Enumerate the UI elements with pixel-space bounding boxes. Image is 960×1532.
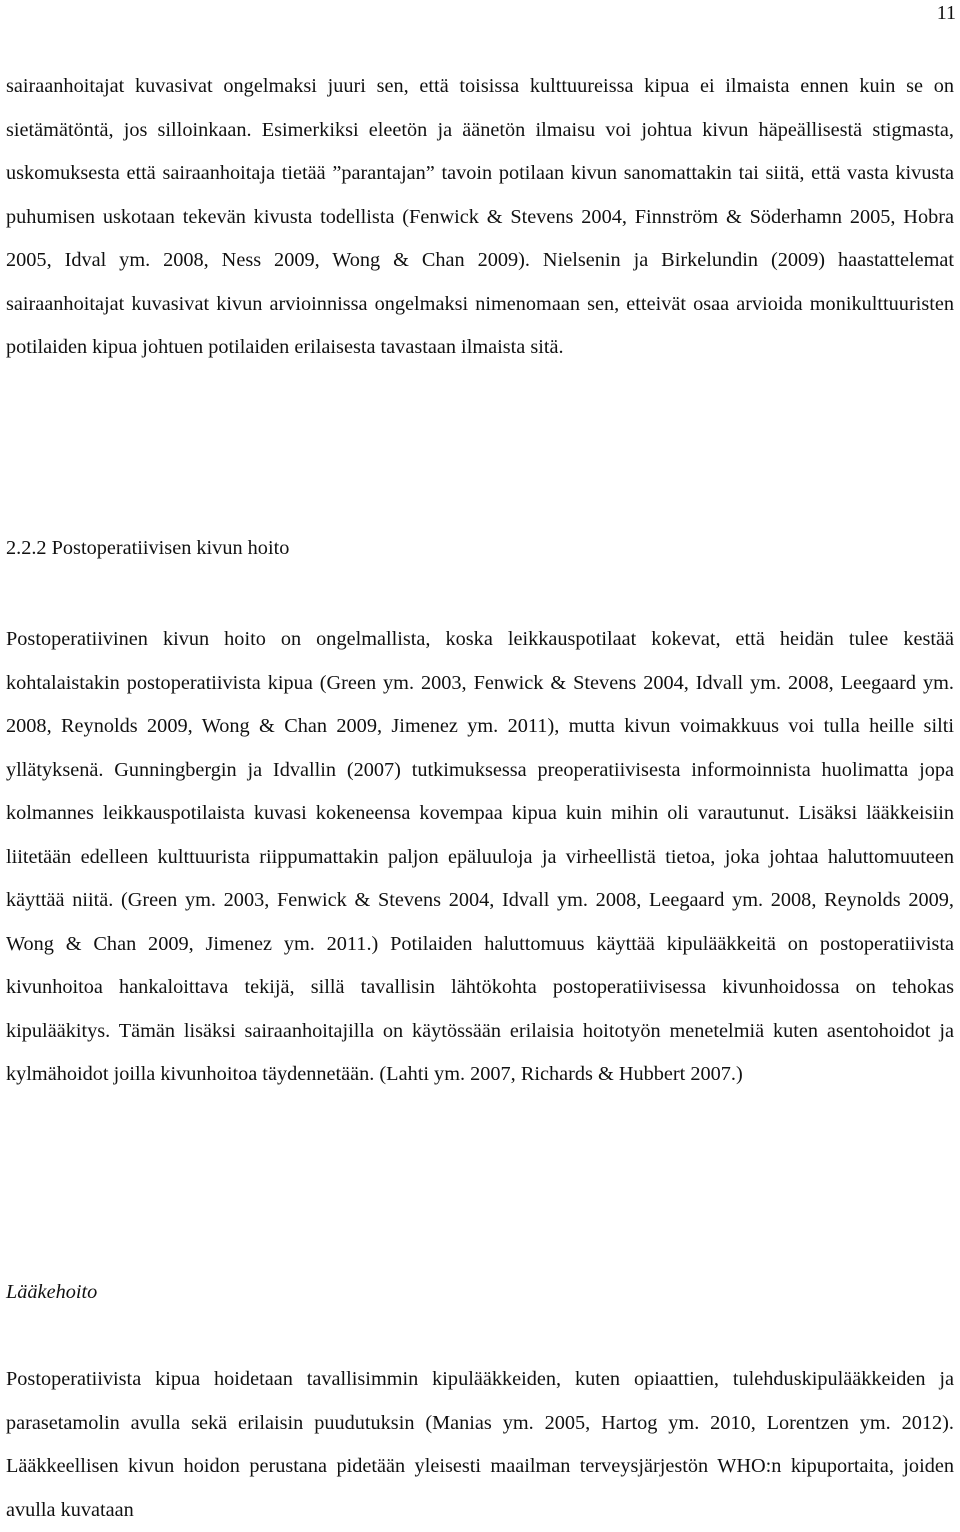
body-paragraph-2: Postoperatiivinen kivun hoito on ongelmallista, koska leikkauspotilaat kokevat, että heidän tulee kestää kohtalaistakin postoperatiivista kipua (Green ym. 2003, Fenwick & Stevens 2004, Idvall ym. 2008, Leegaard ym. 2008, Reynolds 2009, Wong & Chan 2009, Jimenez ym. 2011), mutta kivun voimakkuus voi tulla heille silti yllätyksenä. Gunningbergin ja Idvallin (2007) tutkimuksessa preoperatiivisesta informoinnista huolimatta jopa kolmannes leikkauspotilaista kuvasi kokeneensa kovempaa kipua kuin mihin oli varautunut. Lisäksi lääkkeisiin liitetään edelleen kulttuurista riippumattakin paljon epäluuloja ja virheellistä tietoa, joka johtaa haluttomuuteen käyttää niitä. (Green ym. 2003, Fenwick & Stevens 2004, Idvall ym. 2008, Leegaard ym. 2008, Reynolds 2009, Wong & Chan 2009, Jimenez ym. 2011.) Potilaiden haluttomuus käyttää kipulääkkeitä on postoperatiivista kivunhoitoa hankaloittava tekijä, sillä tavallisin lähtökohta postoperatiivisessa kivunhoidossa on tehokas kipulääkitys. Tämän lisäksi sairaanhoitajilla on käytössään erilaisia hoitotyön menetelmiä kuten asentohoidot ja kylmähoidot joilla kivunhoitoa täydennetään. (Lahti ym. 2007, Richards & Hubbert 2007.) <box>6 628 954 1085</box>
body-paragraph-3: Postoperatiivista kipua hoidetaan tavallisimmin kipulääkkeiden, kuten opiaattien, tulehduskipulääkkeiden ja parasetamolin avulla sekä erilaisin puudutuksin (Manias ym. 2005, Hartog ym. 2010, Lorentzen ym. 2012). Lääkkeellisen kivun hoidon perustana pidetään yleisesti maailman terveysjärjestön WHO:n kipuportaita, joiden avulla kuvataan <box>6 1368 954 1521</box>
subsection-heading: Lääkehoito <box>6 1281 98 1303</box>
section-heading: 2.2.2 Postoperatiivisen kivun hoito <box>6 537 290 559</box>
page-number: 11 <box>936 2 956 24</box>
body-paragraph-1: sairaanhoitajat kuvasivat ongelmaksi juuri sen, että toisissa kulttuureissa kipua ei ilmaista ennen kuin se on sietämätöntä, jos silloinkaan. Esimerkiksi eleetön ja äänetön ilmaisu voi johtua kivun häpeällisestä stigmasta, uskomuksesta että sairaanhoitaja tietää ”parantajan” tavoin potilaan kivun sanomattakin tai siitä, että vasta kivusta puhumisen uskotaan tekevän kivusta todellista (Fenwick & Stevens 2004, Finnström & Söderhamn 2005, Hobra 2005, Idval ym. 2008, Ness 2009, Wong & Chan 2009). Nielsenin ja Birkelundin (2009) haastattelemat sairaanhoitajat kuvasivat kivun arvioinnissa ongelmaksi nimenomaan sen, etteivät osaa arvioida monikulttuuristen potilaiden kipua johtuen potilaiden erilaisesta tavastaan ilmaista sitä. <box>6 75 954 358</box>
